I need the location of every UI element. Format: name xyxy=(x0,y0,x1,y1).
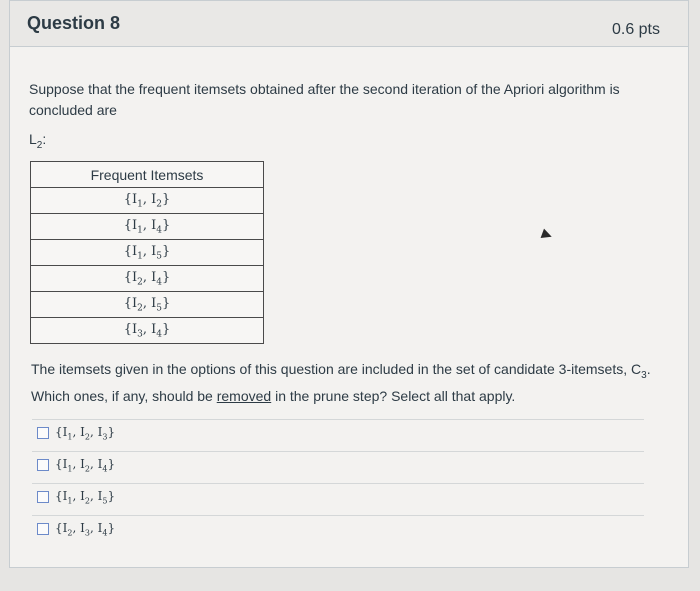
option-checkbox[interactable] xyxy=(37,491,49,503)
table-row xyxy=(31,292,264,318)
table-row xyxy=(31,240,264,266)
table-header: Frequent Itemsets xyxy=(31,162,264,188)
option-label[interactable]: {$I_2$, $I_3$, $I_4$} xyxy=(55,520,116,538)
answer-option[interactable] xyxy=(37,521,115,537)
table-row xyxy=(31,318,264,344)
divider xyxy=(32,419,644,420)
table-row xyxy=(31,188,264,214)
cursor-pointer-icon xyxy=(541,229,554,242)
divider xyxy=(32,451,644,452)
question-title: Question 8 xyxy=(27,13,121,33)
divider xyxy=(32,483,644,484)
frequent-itemsets-table xyxy=(30,161,264,344)
itemset-cell: {$I_1$, $I_5$} xyxy=(31,240,264,266)
question-prompt: The itemsets given in the options of this question are included in the set of candidate 3-itemsets, $C_3$. Which ones, if any, should be removed in the prune step? Select all that apply. xyxy=(31,361,651,404)
option-checkbox[interactable] xyxy=(37,523,49,535)
option-label[interactable]: {$I_1$, $I_2$, $I_4$} xyxy=(55,456,116,474)
divider xyxy=(32,515,644,516)
table-row xyxy=(31,266,264,292)
itemset-cell: {$I_2$, $I_5$} xyxy=(31,292,264,318)
answer-option[interactable] xyxy=(37,457,115,473)
option-label[interactable]: {$I_1$, $I_2$, $I_5$} xyxy=(55,488,116,506)
itemset-cell: {$I_3$, $I_4$} xyxy=(31,318,264,344)
answer-option[interactable] xyxy=(37,489,115,505)
question-header xyxy=(10,1,688,47)
level-label: $L_2$: xyxy=(29,131,47,151)
table-row xyxy=(31,214,264,240)
itemset-cell: {$I_1$, $I_4$} xyxy=(31,214,264,240)
question-intro: Suppose that the frequent itemsets obtained after the second iteration of the Apriori algorithm is concluded are xyxy=(29,81,620,118)
option-label[interactable]: {$I_1$, $I_2$, $I_3$} xyxy=(55,424,116,442)
answer-option[interactable] xyxy=(37,425,115,441)
question-card xyxy=(9,0,689,568)
question-points: 0.6 pts xyxy=(611,21,660,38)
removed-emphasis: removed xyxy=(216,387,272,404)
itemset-cell: {$I_2$, $I_4$} xyxy=(31,266,264,292)
option-checkbox[interactable] xyxy=(37,427,49,439)
itemset-cell: {$I_1$, $I_2$} xyxy=(31,188,264,214)
option-checkbox[interactable] xyxy=(37,459,49,471)
